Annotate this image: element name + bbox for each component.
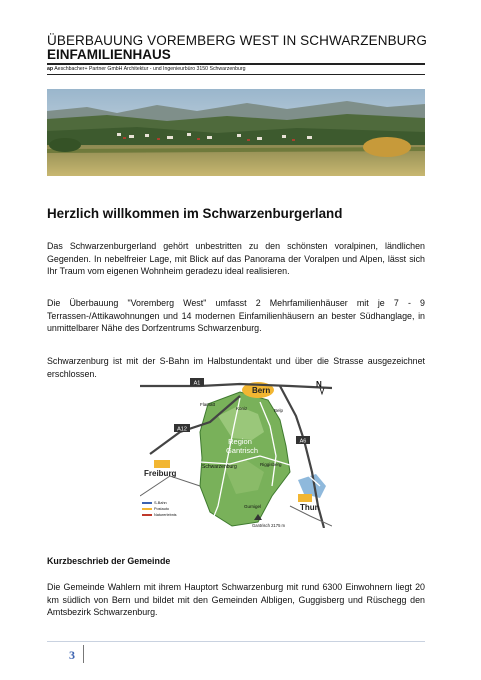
project-paragraph: Die Überbauung "Voremberg West" umfasst 2 Mehrfamilienhäuser mit je 7 - 9 Terrassen-/Attikawohnungen und 14 modernen Einfamilienhäusern an bester Südhanglage, in unmittelbarer Nähe des Dorfzentrums Schwarzenburg. <box>47 298 425 334</box>
freiburg-city <box>154 460 170 468</box>
label-region: Region <box>228 437 252 446</box>
page-number: 3 <box>69 648 75 662</box>
page-number-divider <box>83 645 84 663</box>
legend-postauto: Postauto <box>154 507 169 511</box>
label-thun: Thun <box>300 503 320 512</box>
municipality-heading: Kurzbeschrieb der Gemeinde <box>47 556 171 566</box>
document-subtitle: EINFAMILIENHAUS <box>47 47 171 62</box>
label-schwarzenburg: Schwarzenburg <box>202 464 237 470</box>
legend-natur: Naturerlebnis <box>154 513 177 517</box>
region-map <box>140 376 332 528</box>
label-freiburg: Freiburg <box>144 469 177 478</box>
legend-swatch-natur <box>142 514 152 516</box>
legend-swatch-sbahn <box>142 502 152 504</box>
label-belp: Belp <box>274 408 284 413</box>
welcome-heading: Herzlich willkommen im Schwarzenburgerland <box>47 206 343 221</box>
label-koeniz: Köniz <box>236 406 248 411</box>
label-a1: A1 <box>193 380 201 387</box>
legend-swatch-postauto <box>142 508 152 510</box>
label-peak: Gantrisch 2175 m <box>252 523 286 528</box>
label-riggisberg: Riggisberg <box>260 462 282 467</box>
label-a12: A12 <box>177 426 187 433</box>
footer-rule <box>47 641 425 642</box>
subheader-rule <box>47 74 425 75</box>
north-label: N <box>316 380 322 389</box>
firm-short: ap <box>47 66 54 72</box>
label-bern: Bern <box>252 386 271 395</box>
firm-line <box>47 66 246 72</box>
label-gurnigel: Gurnigel <box>244 504 262 509</box>
label-flamatt: Flamatt <box>200 402 216 407</box>
header-rule <box>47 63 425 65</box>
transport-paragraph: Schwarzenburg ist mit der S-Bahn im Halbstundentakt und über die Strasse ausgezeichnet erschlossen. <box>47 356 425 379</box>
landscape-photo <box>47 89 425 176</box>
municipality-paragraph: Die Gemeinde Wahlern mit ihrem Hauptort Schwarzenburg mit rund 6300 Einwohnern liegt 20 km südlich von Bern und bildet mit den Gemeinden Albligen, Guggisberg und Rüschegg den Amtsbezirk Schwarzenburg. <box>47 582 425 618</box>
legend-sbahn: S-Bahn <box>154 501 167 505</box>
document-title: ÜBERBAUUNG VOREMBERG WEST IN SCHWARZENBURG <box>47 33 427 48</box>
thun-city <box>298 494 312 502</box>
label-a6: A6 <box>299 438 307 445</box>
firm-text: Aeschbacher+ Partner GmbH Architektur - und Ingenieurbüro 3150 Schwarzenburg <box>54 66 246 72</box>
intro-paragraph: Das Schwarzenburgerland gehört unbestritten zu den schönsten voralpinen, ländlichen Gegenden. In nebelfreier Lage, mit Blick auf das Panorama der Voralpen und Alpen, lässt sich Ihr Traum vom eigenen Wohnheim geradezu ideal realisieren. <box>47 241 425 277</box>
label-gantrisch: Gantrisch <box>225 446 259 455</box>
